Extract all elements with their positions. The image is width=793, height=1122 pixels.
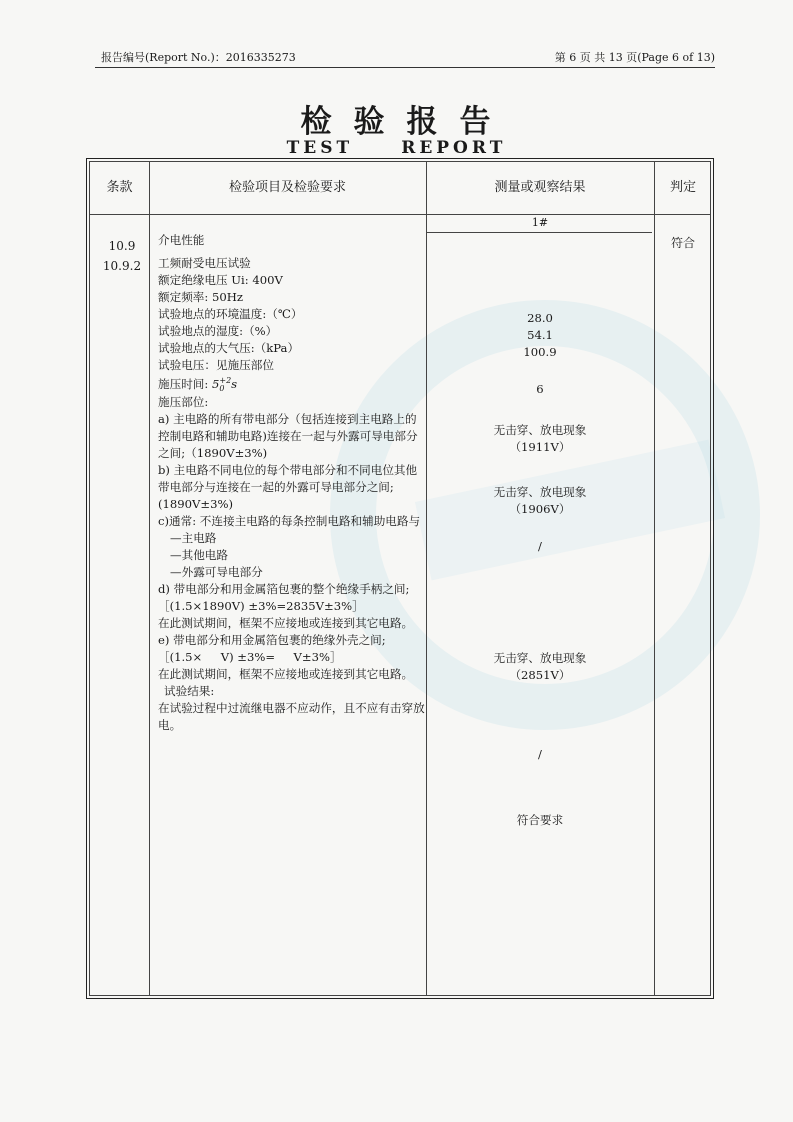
result-a: 无击穿、放电现象 （1911V） xyxy=(493,423,587,454)
requirement-line: 施压部位: xyxy=(158,395,209,409)
sample-number: 1# xyxy=(531,216,549,229)
requirement-line: 额定频率: 50Hz xyxy=(158,290,243,304)
page-subtitle xyxy=(0,138,793,158)
requirement-line: 在此测试期间，框架不应接地或连接到其它电路。 xyxy=(158,667,414,681)
time-label: 施压时间: xyxy=(158,377,209,391)
header-divider xyxy=(95,67,715,68)
result-humidity: 54.1 xyxy=(527,328,553,342)
requirement-line: —其他电路 xyxy=(170,548,228,562)
requirement-line: —主电路 xyxy=(170,531,217,545)
col-divider-3 xyxy=(654,162,655,995)
report-table xyxy=(86,158,714,999)
column-header-verdict: 判定 xyxy=(669,180,696,195)
result-time: 6 xyxy=(536,382,544,396)
requirement-line: 工频耐受电压试验 xyxy=(158,256,251,270)
page-number: 第 6 页 共 13 页(Page 6 of 13) xyxy=(554,51,715,64)
result-pressure: 100.9 xyxy=(523,345,557,359)
column-header-result: 测量或观察结果 xyxy=(494,180,586,195)
requirement-line: 试验电压：见施压部位 xyxy=(158,358,274,372)
requirement-line: d) 带电部分和用金属箔包裹的整个绝缘手柄之间; xyxy=(158,582,410,596)
requirement-line: e) 带电部分和用金属箔包裹的绝缘外壳之间; xyxy=(158,633,386,647)
requirement-line: 在此测试期间，框架不应接地或连接到其它电路。 xyxy=(158,616,414,630)
requirement-line: b) 主电路不同电位的每个带电部分和不同电位其他带电部分与连接在一起的外露可导电部分之间; xyxy=(158,463,418,494)
clause-number: 10.9.2 xyxy=(102,259,142,273)
report-number: 报告编号(Report No.)：2016335273 xyxy=(101,51,296,64)
subtitle-test: TEST xyxy=(286,138,354,158)
page-title: 检验报告 xyxy=(300,104,513,140)
column-header-item: 检验项目及检验要求 xyxy=(228,180,346,195)
result-c: / xyxy=(538,539,542,553)
col-divider-2 xyxy=(426,162,427,995)
result-e: / xyxy=(538,747,542,761)
result-b: 无击穿、放电现象 （1906V） xyxy=(493,485,587,516)
requirement-line: 试验结果: xyxy=(164,684,215,698)
result-d: 无击穿、放电现象 （2851V） xyxy=(493,651,587,682)
requirements-text xyxy=(158,232,426,734)
requirement-line xyxy=(158,374,426,394)
col-divider-1 xyxy=(149,162,150,995)
time-formula: 5 +2 0 s xyxy=(211,376,238,393)
table-inner-frame xyxy=(89,161,711,996)
requirement-line: 试验地点的湿度:（%） xyxy=(158,324,278,338)
column-header-clause: 条款 xyxy=(106,180,133,195)
requirement-line: c)通常: 不连接主电路的每条控制电路和辅助电路与 xyxy=(158,514,421,528)
page-header xyxy=(95,50,715,66)
requirement-line: —外露可导电部分 xyxy=(170,565,263,579)
requirement-line: 试验地点的环境温度:（℃） xyxy=(158,307,303,321)
sample-row-line xyxy=(426,232,652,233)
result-temperature: 28.0 xyxy=(527,311,553,325)
requirement-line: 额定绝缘电压 Ui: 400V xyxy=(158,273,283,287)
clause-number: 10.9 xyxy=(108,239,136,253)
requirement-line: ［(1.5×1890V) ±3%=2835V±3%］ xyxy=(158,599,364,613)
verdict: 符合 xyxy=(670,236,695,250)
requirement-line: 试验地点的大气压:（kPa） xyxy=(158,341,300,355)
requirement-line: 在试验过程中过流继电器不应动作，且不应有击穿放电。 xyxy=(158,701,425,732)
requirement-line: 介电性能 xyxy=(158,233,205,247)
requirement-line: a) 主电路的所有带电部分（包括连接到主电路上的控制电路和辅助电路)连接在一起与外露可导电部分之间;（1890V±3%) xyxy=(158,412,418,460)
requirement-line: (1890V±3%) xyxy=(158,497,234,511)
result-conclusion: 符合要求 xyxy=(516,813,564,827)
requirement-line: ［(1.5× V) ±3%= V±3%］ xyxy=(158,650,342,664)
subtitle-report: REPORT xyxy=(401,138,507,158)
